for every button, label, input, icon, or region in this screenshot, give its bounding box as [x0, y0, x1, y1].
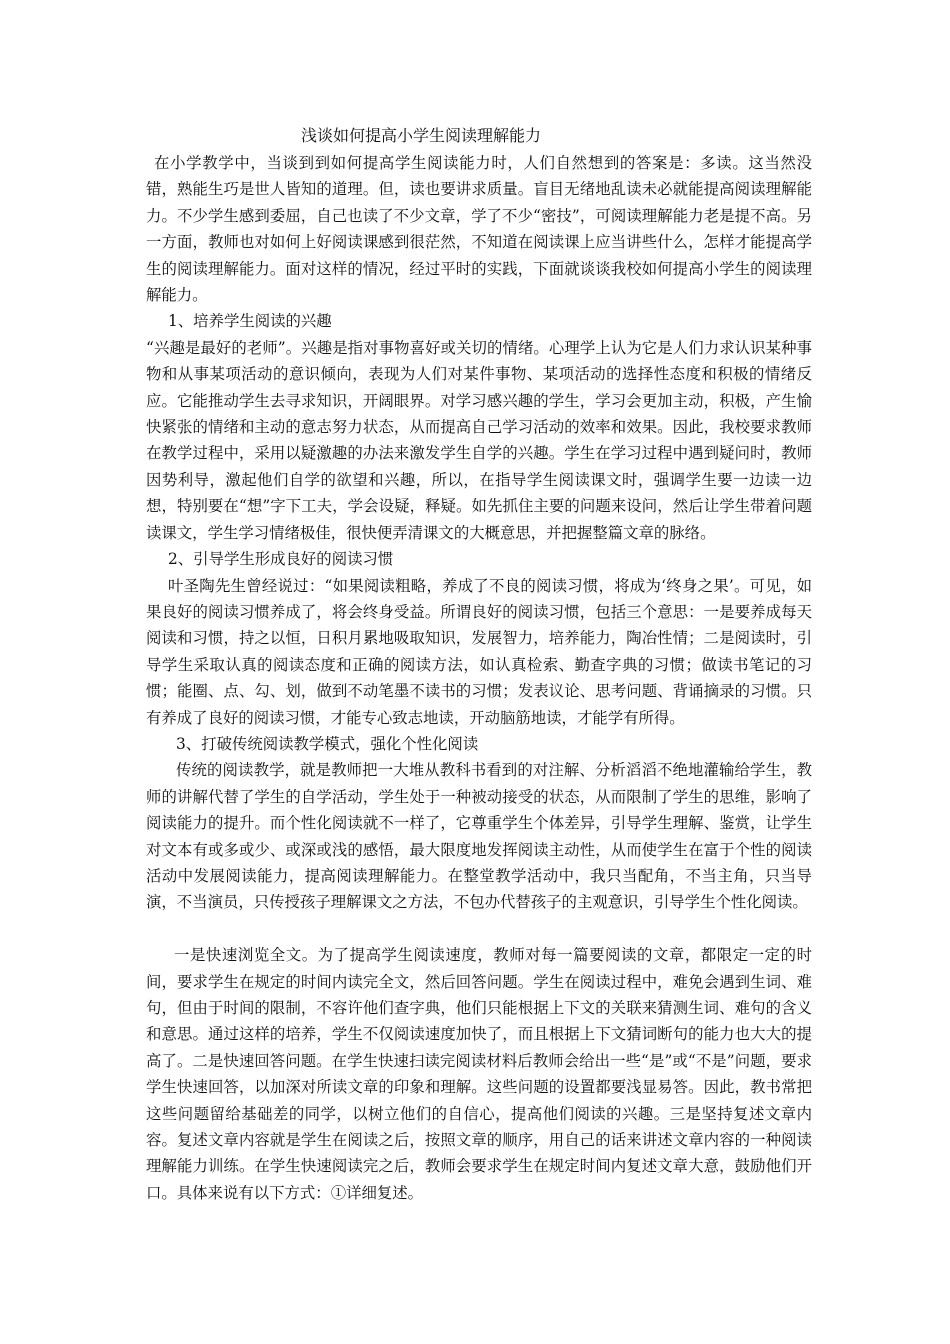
document-title: 浅谈如何提高小学生阅读理解能力: [301, 126, 542, 145]
final-paragraph: 一是快速浏览全文。为了提高学生阅读速度，教师对每一篇要阅读的文章，都限定一定的时间，要求学生在规定的时间内读完全文，然后回答问题。学生在阅读过程中，难免会遇到生词、难句，但由于时间的限制，不容许他们查字典，他们只能根据上下文的关联来猜测生词、难句的含义和意思。通过这样的培养，学生不仅阅读速度加快了，而且根据上下文猜词断句的能力也大大的提高了。二是快速回答问题。在学生快速扫读完阅读材料后教师会给出一些“是”或“不是”问题，要求学生快速回答，以加深对所读文章的印象和理解。这些问题的设置都要浅显易答。因此，教书常把这些问题留给基础差的同学，以树立他们的自信心，提高他们阅读的兴趣。三是坚持复述文章内容。复述文章内容就是学生在阅读之后，按照文章的顺序，用自己的话来讲述文章内容的一种阅读理解能力训练。在学生快速阅读完之后，教师会要求学生在规定时间内复述文章大意，鼓励他们开口。具体来说有以下方式：①详细复述。: [146, 946, 812, 1202]
section-body-1: “兴趣是最好的老师”。兴趣是指对事物喜好或关切的情绪。心理学上认为它是人们力求认识某种事物和从事某项活动的意识倾向，表现为人们对某件事物、某项活动的选择性态度和积极的情绪反应。它能推动学生去寻求知识，开阔眼界。对学习感兴趣的学生，学习会更加主动，积极，产生愉快紧张的情绪和主动的意志努力状态，从而提高自己学习活动的效率和效果。因此，我校要求教师在教学过程中，采用以疑激趣的办法来激发学生自学的兴趣。学生在学习过程中遇到疑问时，教师因势利导，激起他们自学的欲望和兴趣，所以，在指导学生阅读课文时，强调学生要一边读一边想，特别要在“想”字下工夫，学会设疑，释疑。如先抓住主要的问题来设问，然后让学生带着问题读课文，学生学习情绪极佳，很快便弄清课文的大概意思，并把握整篇文章的脉络。: [146, 338, 812, 542]
blank-line: [146, 916, 812, 942]
section-heading-3: 3、打破传统阅读教学模式，强化个性化阅读: [176, 734, 479, 753]
section-heading-1: 1、培养学生阅读的兴趣: [168, 312, 332, 331]
document-page: [146, 122, 812, 1206]
section-heading-2: 2、引导学生形成良好的阅读习惯: [168, 550, 394, 569]
section-body-2: 叶圣陶先生曾经说过：“如果阅读粗略，养成了不良的阅读习惯，将成为‘终身之果’。可见，如果良好的阅读习惯养成了，将会终身受益。所谓良好的阅读习惯，包括三个意思：一是要养成每天阅读和习惯，持之以恒，日积月累地吸取知识，发展智力，培养能力，陶冶性情；二是阅读时，引导学生采取认真的阅读态度和正确的阅读方法，如认真检索、勤查字典的习惯；做读书笔记的习惯；能圈、点、勾、划，做到不动笔墨不读书的习惯；发表议论、思考问题、背诵摘录的习惯。只有养成了良好的阅读习惯，才能专心致志地读，开动脑筋地读，才能学有所得。: [146, 576, 812, 727]
section-body-3: 传统的阅读教学，就是教师把一大堆从教科书看到的对注解、分析滔滔不绝地灌输给学生，教师的讲解代替了学生的自学活动，学生处于一种被动接受的状态，从而限制了学生的思维，影响了阅读能力的提升。而个性化阅读就不一样了，它尊重学生个体差异，引导学生理解、鉴赏，让学生对文本有或多或少、或深或浅的感悟，最大限度地发挥阅读主动性，从而使学生在富于个性的阅读活动中发展阅读能力，提高阅读理解能力。在整堂教学活动中，我只当配角，不当主角，只当导演，不当演员，只传授孩子理解课文之方法，不包办代替孩子的主观意识，引导学生个性化阅读。: [146, 761, 812, 912]
intro-paragraph: 在小学教学中，当谈到到如何提高学生阅读能力时，人们自然想到的答案是：多读。这当然没错，熟能生巧是世人皆知的道理。但，读也要讲求质量。盲目无绪地乱读未必就能提高阅读理解能力。不少学生感到委屈，自己也读了不少文章，学了不少“密技”，可阅读理解能力老是提不高。另一方面，教师也对如何上好阅读课感到很茫然，不知道在阅读课上应当讲些什么，怎样才能提高学生的阅读理解能力。面对这样的情况，经过平时的实践，下面就谈谈我校如何提高小学生的阅读理解能力。: [146, 154, 812, 305]
